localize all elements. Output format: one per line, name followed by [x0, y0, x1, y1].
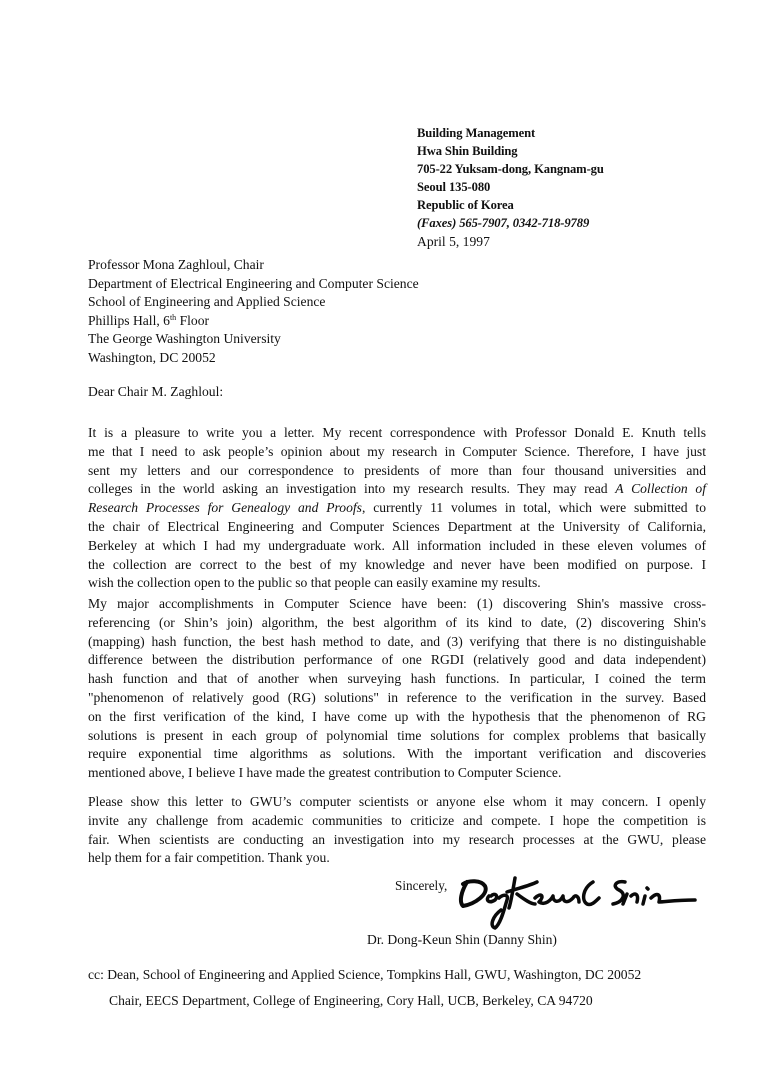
- paragraph-line: the chair of Electrical Engineering and Computer Sciences Department at the University of California,: [88, 518, 706, 534]
- letter-date: April 5, 1997: [417, 234, 490, 249]
- recipient-city: Washington, DC 20052: [88, 349, 216, 365]
- paragraph-line: help them for a fair competition. Thank you.: [88, 850, 330, 866]
- recipient-department: Department of Electrical Engineering and Computer Science: [88, 275, 419, 291]
- paragraph-line: referencing (or Shin’s join) algorithm, the best algorithm of its kind to date, (2) discovering Shin's: [88, 614, 706, 630]
- paragraph-line: the collection are correct to the best of my knowledge and never have been modified on purpose. I: [88, 556, 706, 572]
- sender-line-street: 705-22 Yuksam-dong, Kangnam-gu: [417, 162, 604, 176]
- sender-address-block: [417, 124, 604, 232]
- paragraph-line: on the first verification of the kind, I have come up with the hypothesis that the phenomenon of RG: [88, 708, 706, 724]
- body-paragraph-1: [88, 424, 706, 593]
- recipient-school: School of Engineering and Applied Science: [88, 294, 326, 310]
- paragraph-line: wish the collection open to the public so that people can easily examine my results.: [88, 575, 541, 591]
- paragraph-line: require exponential time algorithms as solutions. With the important verification and discoveries: [88, 746, 706, 762]
- paragraph-line: "phenomenon of relatively good (RG) solutions" in reference to the verification in the survey. Based: [88, 689, 706, 705]
- paragraph-line: sent my letters and our correspondence to presidents of more than four thousand universities and: [88, 462, 706, 478]
- cc-recipient-1: cc: Dean, School of Engineering and Applied Science, Tompkins Hall, GWU, Washington, DC 20052: [88, 967, 642, 982]
- sender-line-building: Hwa Shin Building: [417, 144, 518, 158]
- signer-name: Dr. Dong-Keun Shin (Danny Shin): [367, 932, 557, 947]
- recipient-university: The George Washington University: [88, 331, 281, 347]
- body-paragraph-3: [88, 793, 706, 868]
- paragraph-line: mentioned above, I believe I have made the greatest contribution to Computer Science.: [88, 765, 562, 781]
- paragraph-line: [88, 480, 706, 499]
- paragraph-line: Please show this letter to GWU’s computer scientists or anyone else whom it may concern. I openly: [88, 794, 706, 809]
- line-text: , currently 11 volumes in total, which were submitted to: [361, 500, 706, 516]
- paragraph-line: It is a pleasure to write you a letter. My recent correspondence with Professor Donald E. Knuth tells: [88, 425, 706, 440]
- paragraph-line: difference between the distribution performance of one RGDI (relatively good and data independent): [88, 652, 706, 668]
- building-prefix: Phillips Hall, 6: [88, 312, 170, 328]
- paragraph-line: invite any challenge from academic communities to criticize and compete. I hope the competition is: [88, 812, 706, 828]
- body-paragraph-2: [88, 595, 706, 783]
- signature-icon: [455, 870, 705, 930]
- recipient-building: [88, 312, 419, 331]
- line-text: colleges in the world asking an investigation into my research results. They may read: [88, 481, 616, 497]
- closing: Sincerely,: [395, 878, 448, 893]
- paragraph-line: solutions is present in each group of polynomial time solutions for complex problems that basically: [88, 727, 706, 743]
- paragraph-line: [88, 499, 706, 518]
- book-title-part-2: Research Processes for Genealogy and Proofs: [88, 500, 362, 516]
- book-title-part-1: A Collection of: [615, 481, 706, 497]
- sender-line-country: Republic of Korea: [417, 198, 514, 212]
- sender-fax-numbers: (Faxes) 565-7907, 0342-718-9789: [417, 216, 590, 230]
- paragraph-line: My major accomplishments in Computer Science have been: (1) discovering Shin's massive cross-: [88, 596, 706, 611]
- recipient-address-block: [88, 256, 419, 368]
- paragraph-line: Berkeley at which I had my undergraduate work. All information included in these eleven volumes of: [88, 537, 706, 553]
- paragraph-line: hash function and that of another when surveying hash functions. In particular, I coined the term: [88, 671, 706, 687]
- building-suffix: Floor: [176, 312, 210, 328]
- cc-recipient-2: Chair, EECS Department, College of Engineering, Cory Hall, UCB, Berkeley, CA 94720: [109, 993, 593, 1008]
- sender-line-city: Seoul 135-080: [417, 180, 491, 194]
- floor-ordinal-suffix: th: [169, 312, 177, 322]
- salutation: Dear Chair M. Zaghloul:: [88, 384, 224, 399]
- paragraph-line: me that I need to ask people’s opinion about my research in Computer Science. Therefore, I have just: [88, 443, 706, 459]
- sender-line-organization: Building Management: [417, 126, 536, 140]
- recipient-name: Professor Mona Zaghloul, Chair: [88, 257, 264, 272]
- paragraph-line: (mapping) hash function, the best hash method to date, and (3) verifying that there is no distinguishable: [88, 633, 706, 649]
- paragraph-line: fair. When scientists are conducting an investigation into my research processes at the GWU, please: [88, 831, 706, 847]
- carbon-copy-list: [88, 962, 641, 1014]
